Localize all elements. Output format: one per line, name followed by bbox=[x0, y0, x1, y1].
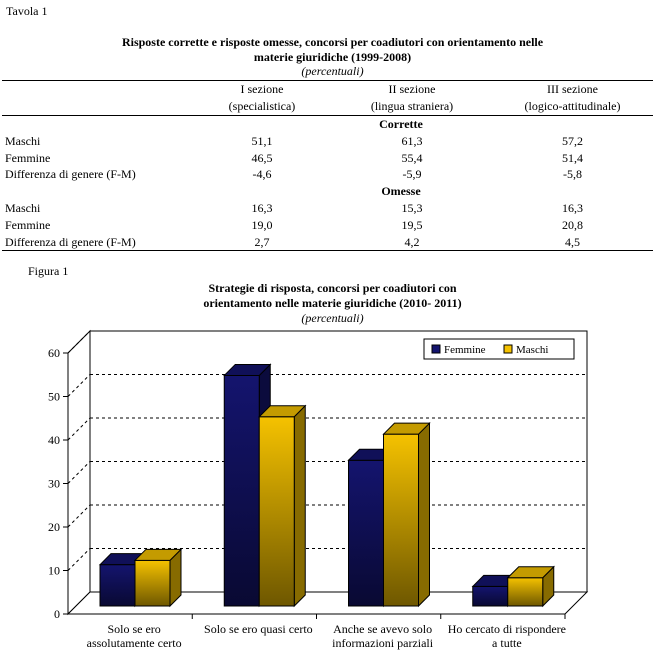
table-cell: 19,0 bbox=[251, 217, 273, 232]
table-cell: 46,5 bbox=[251, 150, 273, 165]
table-row bbox=[2, 200, 653, 217]
table-cell: 16,3 bbox=[562, 200, 583, 215]
bar-maschi bbox=[259, 417, 294, 606]
bar-femmine bbox=[100, 565, 135, 606]
x-category-label: Anche se avevo solo bbox=[333, 622, 433, 636]
col-header-2-line2: (lingua straniera) bbox=[332, 98, 492, 115]
table-row bbox=[2, 166, 653, 183]
table-cell: 19,5 bbox=[401, 217, 423, 232]
legend-swatch-femmine bbox=[432, 345, 440, 353]
table-cell: 61,3 bbox=[401, 133, 423, 148]
x-category-label: Ho cercato di rispondere bbox=[447, 622, 567, 636]
row-label: Femmine bbox=[5, 150, 51, 165]
bar-femmine bbox=[224, 375, 259, 606]
col-header-3-line2: (logico-attitudinale) bbox=[492, 98, 653, 115]
x-category-label: Solo se ero quasi certo bbox=[204, 622, 313, 636]
chart-subtitle: (percentuali) bbox=[301, 311, 364, 325]
chart-title bbox=[0, 281, 665, 311]
table-cell: 2,7 bbox=[192, 233, 332, 250]
table-cell: 4,2 bbox=[332, 233, 492, 250]
bar-side-maschi bbox=[419, 423, 430, 606]
table-row bbox=[2, 233, 653, 250]
x-category-label: a tutte bbox=[492, 636, 522, 650]
x-category-label: assolutamente certo bbox=[86, 636, 182, 650]
table-cell: 55,4 bbox=[401, 150, 423, 165]
table-cell: 57,2 bbox=[562, 133, 583, 148]
table-cell: -4,6 bbox=[252, 167, 272, 182]
bar-chart bbox=[0, 325, 665, 662]
section-title-omesse: Omesse bbox=[381, 184, 421, 199]
bar-femmine bbox=[349, 460, 384, 606]
header-blank bbox=[2, 81, 192, 98]
col-header-1-line2: (specialistica) bbox=[192, 98, 332, 115]
bar-maschi bbox=[508, 578, 543, 606]
row-label: Maschi bbox=[5, 200, 41, 215]
col-header-3-line1: III sezione bbox=[492, 81, 653, 98]
x-category-label: informazioni parziali bbox=[332, 636, 434, 650]
table-cell: 15,3 bbox=[401, 200, 423, 215]
y-tick-label: 40 bbox=[48, 433, 60, 447]
y-tick-label: 0 bbox=[54, 607, 60, 621]
table-title-line1: Risposte corrette e risposte omesse, concorsi per coadiutori con orientamento nelle bbox=[121, 35, 544, 49]
table-subtitle: (percentuali) bbox=[301, 64, 364, 78]
chart-title-line1: Strategie di risposta, concorsi per coadiutori con bbox=[208, 281, 457, 295]
header-blank bbox=[2, 98, 192, 115]
table-cell: 20,8 bbox=[562, 217, 583, 232]
y-tick-label: 20 bbox=[48, 520, 60, 534]
y-tick-label: 60 bbox=[48, 346, 60, 360]
col-header-1-line1: I sezione bbox=[192, 81, 332, 98]
header-row-2 bbox=[2, 98, 653, 115]
section-row-corrette bbox=[2, 115, 653, 132]
y-tick-label: 10 bbox=[48, 563, 60, 578]
row-label: Maschi bbox=[5, 133, 41, 148]
chart-title-line2: orientamento nelle materie giuridiche (2010- 2011) bbox=[203, 296, 462, 310]
bar-maschi bbox=[135, 560, 170, 606]
chart-side-wall bbox=[68, 331, 90, 614]
figura-label: Figura 1 bbox=[28, 264, 69, 278]
table-title bbox=[0, 35, 665, 65]
legend-label-maschi: Maschi bbox=[516, 344, 549, 356]
col-header-2-line1: II sezione bbox=[332, 81, 492, 98]
table-cell: -5,8 bbox=[563, 167, 582, 182]
table-cell: 51,1 bbox=[251, 133, 273, 148]
table-title-line2: materie giuridiche (1999-2008) bbox=[253, 50, 412, 64]
section-row-omesse bbox=[2, 183, 653, 200]
legend-label-femmine: Femmine bbox=[444, 344, 486, 356]
table-cell: -5,9 bbox=[402, 167, 422, 182]
legend-swatch-maschi bbox=[504, 345, 512, 353]
table-cell: 4,5 bbox=[492, 233, 653, 250]
bar-femmine bbox=[473, 586, 508, 606]
row-label: Differenza di genere (F-M) bbox=[5, 167, 136, 182]
tavola-label: Tavola 1 bbox=[6, 4, 48, 18]
bar-maschi bbox=[384, 434, 419, 606]
y-tick-label: 50 bbox=[48, 389, 60, 404]
data-table bbox=[2, 80, 653, 251]
bar-side-maschi bbox=[294, 406, 305, 606]
section-title-corrette: Corrette bbox=[379, 116, 423, 131]
row-label: Differenza di genere (F-M) bbox=[2, 233, 192, 250]
table-cell: 16,3 bbox=[251, 200, 273, 215]
table-row bbox=[2, 216, 653, 233]
table-row bbox=[2, 132, 653, 149]
header-row-1 bbox=[2, 81, 653, 98]
x-category-label: Solo se ero bbox=[107, 622, 161, 636]
row-label: Femmine bbox=[5, 217, 51, 232]
table-row bbox=[2, 149, 653, 166]
y-tick-label: 30 bbox=[48, 476, 60, 491]
table-cell: 51,4 bbox=[562, 150, 583, 165]
